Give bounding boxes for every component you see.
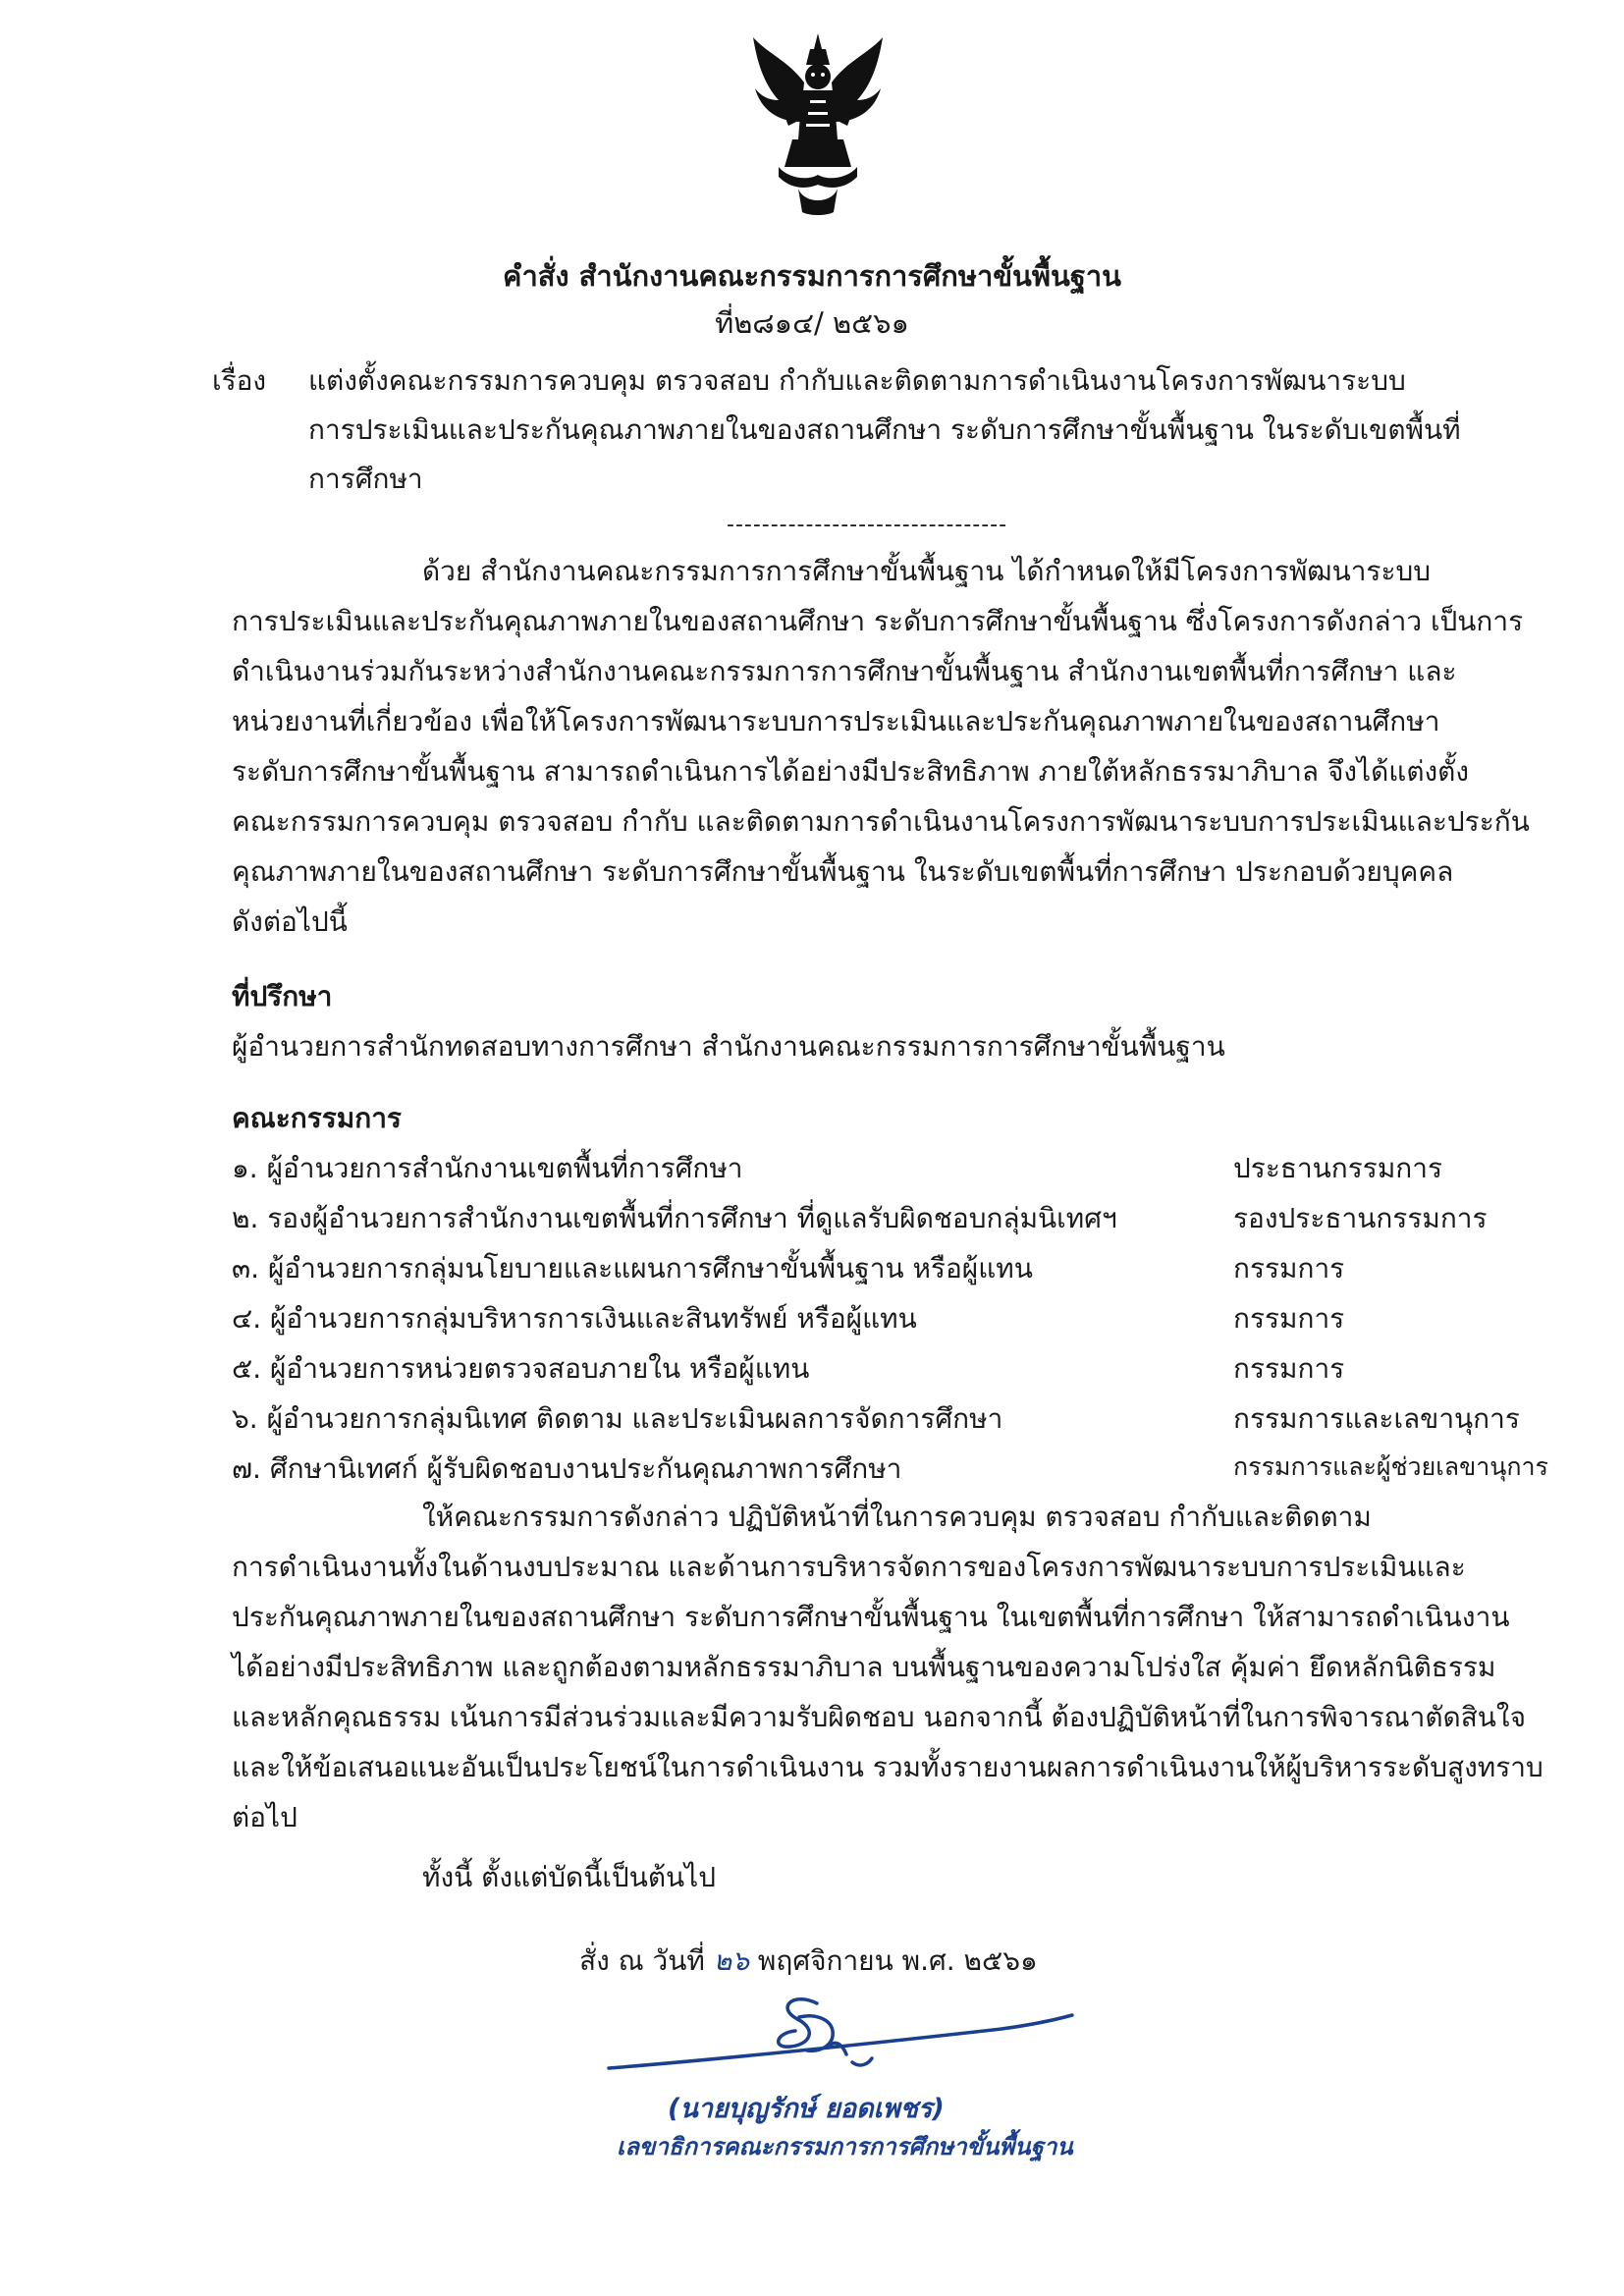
body1-line: คณะกรรมการควบคุม ตรวจสอบ กำกับ และติดตามการดำเนินงานโครงการพัฒนาระบบการประเมินและประกัน	[232, 805, 1530, 838]
garuda-emblem-icon	[749, 31, 887, 216]
committee-member: ๕. ผู้อำนวยการหน่วยตรวจสอบภายใน หรือผู้แทน	[232, 1352, 810, 1385]
body1-line: ระดับการศึกษาขั้นพื้นฐาน สามารถดำเนินการได้อย่างมีประสิทธิภาพ ภายใต้หลักธรรมาภิบาล จึงได้แต่งตั้ง	[232, 755, 1470, 788]
order-date-day: ๒๖	[713, 1944, 749, 1977]
body2-line: และหลักคุณธรรม เน้นการมีส่วนร่วมและมีความรับผิดชอบ นอกจากนี้ ต้องปฏิบัติหน้าที่ในการพิจารณาตัดสินใจ	[232, 1701, 1527, 1733]
effective-date-text: ทั้งนี้ ตั้งแต่บัดนี้เป็นต้นไป	[422, 1861, 717, 1893]
order-title: คำสั่ง สำนักงานคณะกรรมการการศึกษาขั้นพื้นฐาน	[503, 259, 1121, 293]
body2-line: ต่อไป	[232, 1801, 298, 1833]
body2-line: ให้คณะกรรมการดังกล่าว ปฏิบัติหน้าที่ในการควบคุม ตรวจสอบ กำกับและติดตาม	[422, 1501, 1372, 1533]
committee-member: ๑. ผู้อำนวยการสำนักงานเขตพื้นที่การศึกษา	[232, 1152, 743, 1184]
signatory-position: เลขาธิการคณะกรรมการการศึกษาขั้นพื้นฐาน	[617, 2133, 1073, 2160]
committee-role: กรรมการ	[1233, 1302, 1345, 1335]
committee-role: กรรมการและผู้ช่วยเลขานุการ	[1233, 1452, 1548, 1481]
body1-line: ดังต่อไปนี้	[232, 905, 348, 938]
subject-line-1: แต่งตั้งคณะกรรมการควบคุม ตรวจสอบ กำกับและติดตามการดำเนินงานโครงการพัฒนาระบบ	[308, 364, 1406, 397]
subject-label: เรื่อง	[212, 364, 267, 397]
committee-role: กรรมการ	[1233, 1352, 1345, 1385]
order-date-month-year: พฤศจิกายน พ.ศ. ๒๕๖๑	[757, 1944, 1038, 1977]
committee-heading: คณะกรรมการ	[232, 1102, 402, 1134]
handwritten-signature	[589, 1974, 1100, 2092]
committee-role: ประธานกรรมการ	[1233, 1152, 1443, 1184]
body1-line: คุณภาพภายในของสถานศึกษา ระดับการศึกษาขั้นพื้นฐาน ในระดับเขตพื้นที่การศึกษา ประกอบด้วยบุคคล	[232, 855, 1454, 888]
committee-role: กรรมการและเลขานุการ	[1233, 1402, 1520, 1435]
body1-line: ด้วย สำนักงานคณะกรรมการการศึกษาขั้นพื้นฐาน ได้กำหนดให้มีโครงการพัฒนาระบบ	[422, 555, 1432, 587]
order-number: ที่๒๘๑๔/ ๒๕๖๑	[715, 306, 909, 340]
separator-line: --------------------------------	[727, 513, 1008, 537]
body2-line: ได้อย่างมีประสิทธิภาพ และถูกต้องตามหลักธรรมาภิบาล บนพื้นฐานของความโปร่งใส คุ้มค่า ยึดหลักนิติธรรม	[232, 1651, 1496, 1683]
advisor-heading: ที่ปรึกษา	[232, 980, 333, 1012]
committee-role: รองประธานกรรมการ	[1233, 1202, 1488, 1234]
order-date-prefix: สั่ง ณ วันที่	[579, 1944, 705, 1977]
committee-member: ๒. รองผู้อำนวยการสำนักงานเขตพื้นที่การศึกษา ที่ดูแลรับผิดชอบกลุ่มนิเทศฯ	[232, 1202, 1117, 1234]
subject-line-2: การประเมินและประกันคุณภาพภายในของสถานศึกษา ระดับการศึกษาขั้นพื้นฐาน ในระดับเขตพื้นที่	[308, 413, 1461, 446]
body2-line: และให้ข้อเสนอแนะอันเป็นประโยชน์ในการดำเนินงาน รวมทั้งรายงานผลการดำเนินงานให้ผู้บริหารระดับสูงทราบ	[232, 1751, 1543, 1783]
signatory-name: (นายบุญรักษ์ ยอดเพชร)	[668, 2094, 945, 2124]
body1-line: ดำเนินงานร่วมกันระหว่างสำนักงานคณะกรรมการการศึกษาขั้นพื้นฐาน สำนักงานเขตพื้นที่การศึกษา และ	[232, 655, 1457, 687]
body2-line: การดำเนินงานทั้งในด้านงบประมาณ และด้านการบริหารจัดการของโครงการพัฒนาระบบการประเมินและ	[232, 1551, 1466, 1583]
advisor-text: ผู้อำนวยการสำนักทดสอบทางการศึกษา สำนักงานคณะกรรมการการศึกษาขั้นพื้นฐาน	[232, 1030, 1225, 1063]
committee-member: ๔. ผู้อำนวยการกลุ่มบริหารการเงินและสินทรัพย์ หรือผู้แทน	[232, 1302, 917, 1335]
body1-line: หน่วยงานที่เกี่ยวข้อง เพื่อให้โครงการพัฒนาระบบการประเมินและประกันคุณภาพภายในของสถานศึกษา	[232, 705, 1440, 738]
body2-line: ประกันคุณภาพภายในของสถานศึกษา ระดับการศึกษาขั้นพื้นฐาน ในเขตพื้นที่การศึกษา ให้สามารถดำเนินงาน	[232, 1601, 1510, 1633]
body1-line: การประเมินและประกันคุณภาพภายในของสถานศึกษา ระดับการศึกษาขั้นพื้นฐาน ซึ่งโครงการดังกล่าว เป็นการ	[232, 605, 1524, 637]
committee-member: ๖. ผู้อำนวยการกลุ่มนิเทศ ติดตาม และประเมินผลการจัดการศึกษา	[232, 1402, 1003, 1435]
subject-line-3: การศึกษา	[308, 463, 423, 495]
committee-role: กรรมการ	[1233, 1252, 1345, 1285]
committee-member: ๗. ศึกษานิเทศก์ ผู้รับผิดชอบงานประกันคุณภาพการศึกษา	[232, 1452, 902, 1485]
committee-member: ๓. ผู้อำนวยการกลุ่มนโยบายและแผนการศึกษาขั้นพื้นฐาน หรือผู้แทน	[232, 1252, 1033, 1285]
